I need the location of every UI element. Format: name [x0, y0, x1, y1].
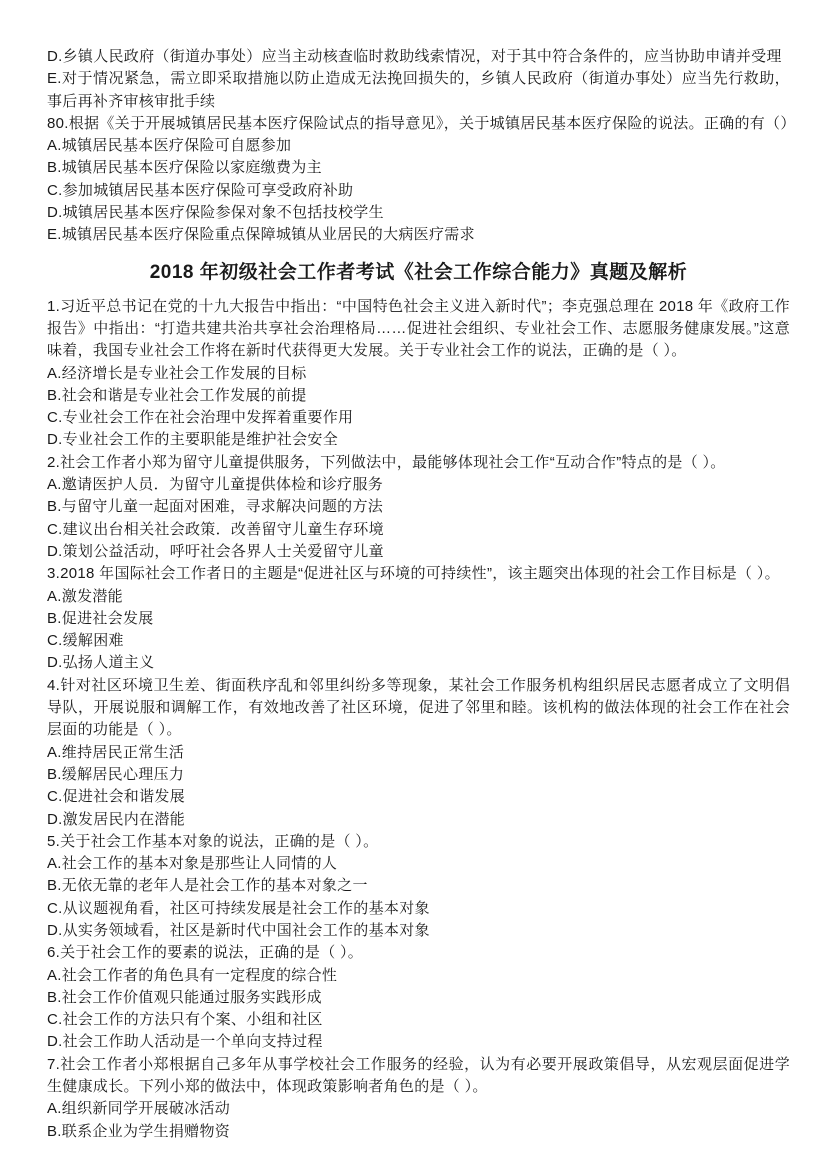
- question-option: B.联系企业为学生捐赠物资: [47, 1122, 231, 1140]
- question-option: D.策划公益活动，呼吁社会各界人士关爱留守儿童: [47, 542, 384, 560]
- question-option: B.社会工作价值观只能通过服务实践形成: [47, 988, 322, 1006]
- question-5: [47, 831, 790, 942]
- question-option: C.缓解困难: [47, 632, 124, 650]
- question-stem: 6.关于社会工作的要素的说法，正确的是（ ）。: [47, 944, 364, 962]
- question-option: A.社会工作的基本对象是那些让人同情的人: [47, 855, 338, 873]
- prev-questions-section: [47, 46, 796, 247]
- question-1: [47, 296, 790, 452]
- question-stem: 1.习近平总书记在党的十九大报告中指出：“中国特色社会主义进入新时代”；李克强总理在 2018 年《政府工作报告》中指出：“打造共建共治共享社会治理格局……促进社会组织、专业社会工作、志愿服务健康发展。”这意味着，我国专业社会工作将在新时代获得更大发展。关于专业社会工作的说法，正确的是（ ）。: [47, 297, 790, 360]
- question-4: [47, 675, 790, 831]
- question-option: C.从议题视角看，社区可持续发展是社会工作的基本对象: [47, 899, 430, 917]
- question-6: [47, 942, 790, 1053]
- question-option: D.专业社会工作的主要职能是维护社会安全: [47, 431, 339, 449]
- question-stem: 4.针对社区环境卫生差、街面秩序乱和邻里纠纷多等现象，某社会工作服务机构组织居民志愿者成立了文明倡导队，开展说服和调解工作，有效地改善了社区环境，促进了邻里和睦。该机构的做法体现的社会工作在社会层面的功能是（ ）。: [47, 676, 790, 739]
- option-line: D.乡镇人民政府（街道办事处）应当主动核查临时救助线索情况，对于其中符合条件的，应当协助申请并受理: [47, 48, 782, 65]
- option-line: B.城镇居民基本医疗保险以家庭缴费为主: [47, 159, 322, 177]
- question-option: D.弘扬人道主义: [47, 654, 155, 672]
- question-option: B.社会和谐是专业社会工作发展的前提: [47, 386, 307, 404]
- option-line: D.城镇居民基本医疗保险参保对象不包括技校学生: [47, 204, 384, 222]
- question-option: B.促进社会发展: [47, 609, 154, 627]
- question-stem: 5.关于社会工作基本对象的说法，正确的是（ ）。: [47, 832, 379, 850]
- question-option: D.社会工作助人活动是一个单向支持过程: [47, 1033, 323, 1051]
- question-2: [47, 452, 790, 563]
- question-option: C.建议出台相关社会政策．改善留守儿童生存环境: [47, 520, 384, 538]
- question-option: A.组织新同学开展破冰活动: [47, 1100, 231, 1118]
- question-option: A.社会工作者的角色具有一定程度的综合性: [47, 966, 338, 984]
- option-line: E.对于情况紧急，需立即采取措施以防止造成无法挽回损失的，乡镇人民政府（街道办事处）应当先行救助，事后再补齐审核审批手续: [47, 70, 790, 110]
- page-title: 2018 年初级社会工作者考试《社会工作综合能力》真题及解析: [149, 261, 688, 283]
- option-line: A.城镇居民基本医疗保险可自愿参加: [47, 137, 292, 155]
- question-3: [47, 563, 790, 674]
- question-option: A.维持居民正常生活: [47, 743, 185, 761]
- option-line: C.参加城镇居民基本医疗保险可享受政府补助: [47, 181, 354, 199]
- question-option: B.无依无靠的老年人是社会工作的基本对象之一: [47, 877, 368, 895]
- question-option: C.专业社会工作在社会治理中发挥着重要作用: [47, 409, 354, 427]
- question-option: D.激发居民内在潜能: [47, 810, 186, 828]
- option-line: E.城镇居民基本医疗保险重点保障城镇从业居民的大病医疗需求: [47, 226, 475, 244]
- question-option: C.社会工作的方法只有个案、小组和社区: [47, 1011, 323, 1029]
- question-7: [47, 1054, 790, 1143]
- question-stem: 7.社会工作者小郑根据自己多年从事学校社会工作服务的经验，认为有必要开展政策倡导，从宏观层面促进学生健康成长。下列小郑的做法中，体现政策影响者角色的是（ ）。: [47, 1055, 790, 1096]
- question-stem: 3.2018 年国际社会工作者日的主题是“促进社区与环境的可持续性”，该主题突出体现的社会工作目标是（ ）。: [47, 565, 780, 583]
- question-option: A.经济增长是专业社会工作发展的目标: [47, 364, 307, 382]
- question-option: C.促进社会和谐发展: [47, 788, 186, 806]
- question-option: D.从实务领域看，社区是新时代中国社会工作的基本对象: [47, 921, 430, 939]
- question-stem: 80.根据《关于开展城镇居民基本医疗保险试点的指导意见》，关于城镇居民基本医疗保险的说法。正确的有（）: [47, 114, 796, 132]
- question-option: B.与留守儿童一起面对困难，寻求解决问题的方法: [47, 498, 384, 516]
- question-option: B.缓解居民心理压力: [47, 765, 185, 783]
- question-option: A.激发潜能: [47, 587, 123, 605]
- question-option: A.邀请医护人员．为留守儿童提供体检和诊疗服务: [47, 476, 384, 494]
- question-stem: 2.社会工作者小郑为留守儿童提供服务，下列做法中，最能够体现社会工作“互动合作”特点的是（ ）。: [47, 453, 726, 471]
